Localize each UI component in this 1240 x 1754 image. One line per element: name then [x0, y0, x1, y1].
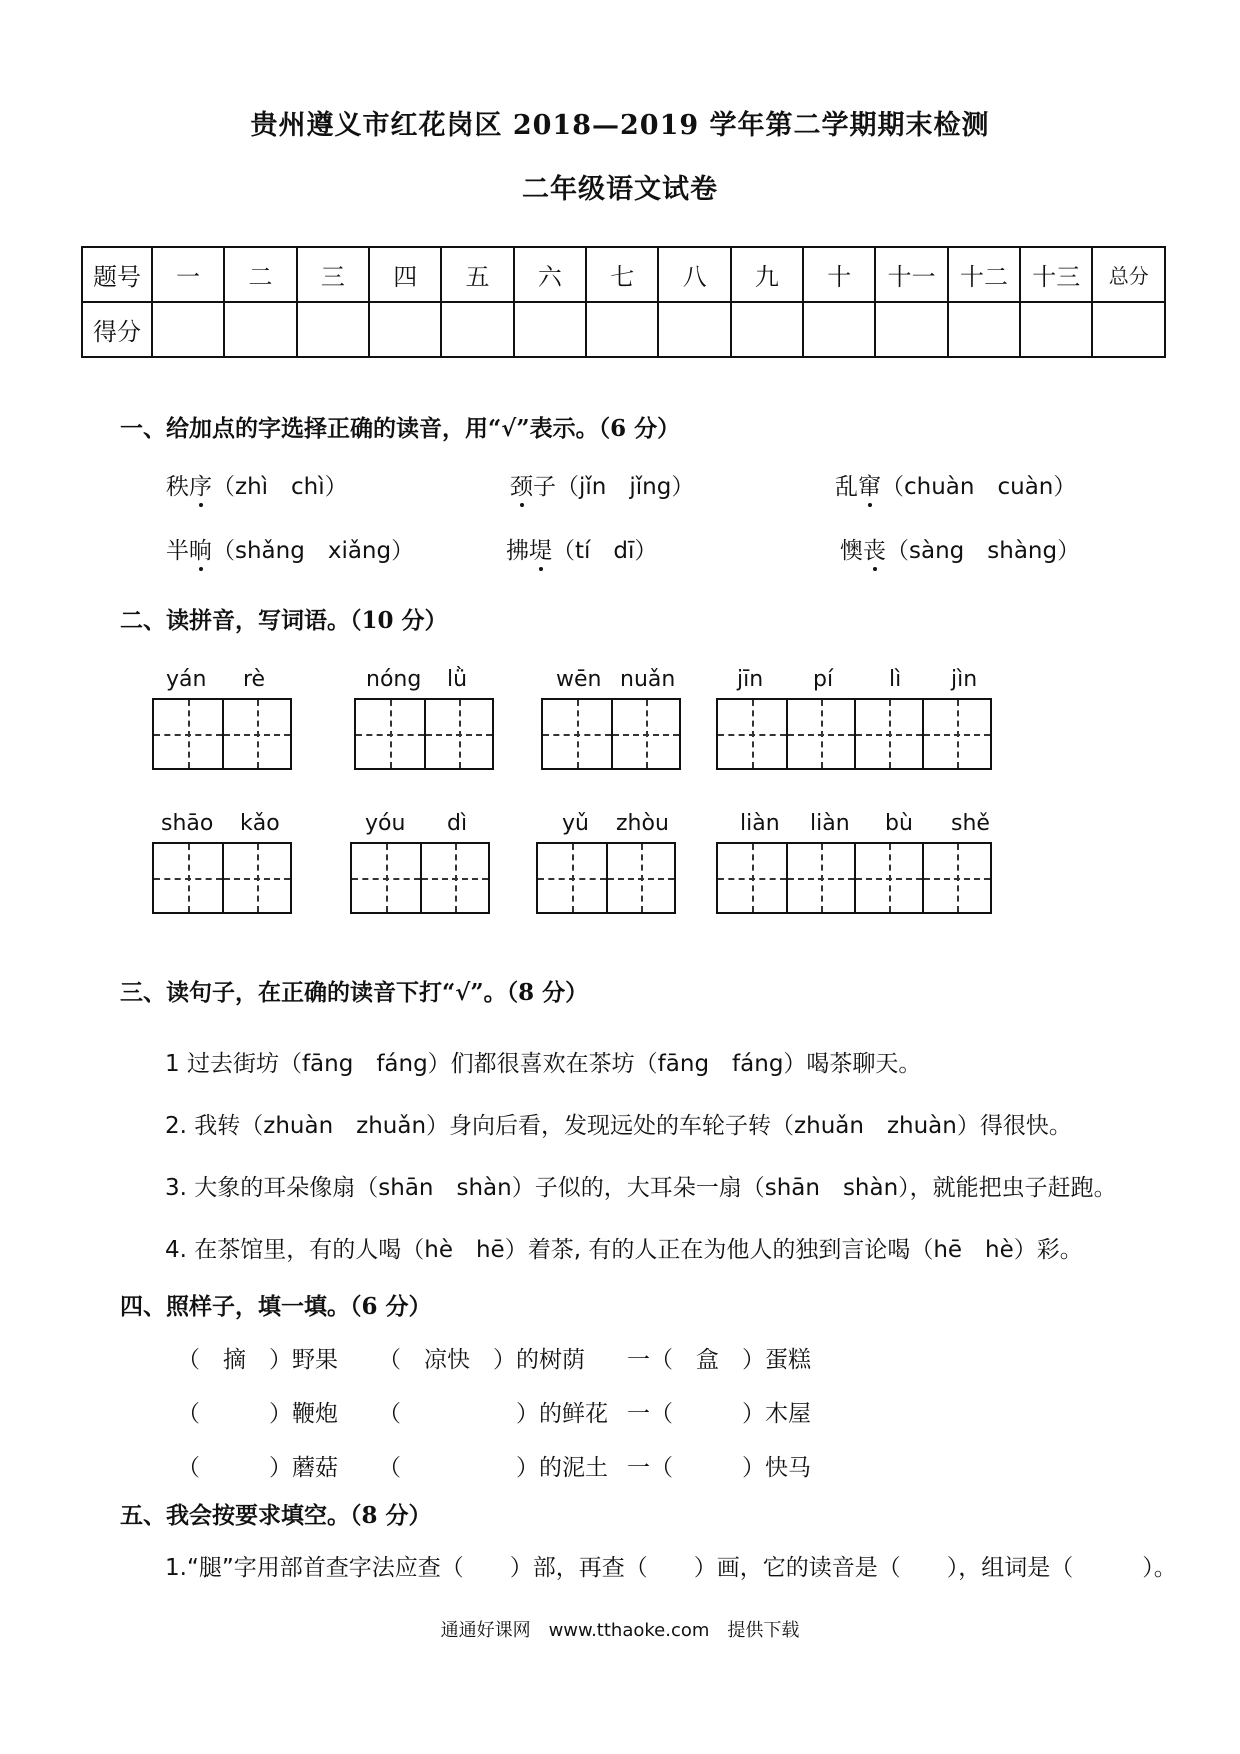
fill-item[interactable]: （ ）蘑菇 — [177, 1455, 338, 1481]
item-options: （sàng shàng） — [886, 538, 1081, 564]
score-cell[interactable] — [1020, 302, 1092, 357]
writing-grid[interactable] — [152, 842, 292, 914]
score-header-cell: 二 — [224, 247, 296, 302]
score-cell[interactable] — [803, 302, 875, 357]
writing-grid[interactable] — [716, 698, 992, 770]
writing-cell[interactable] — [356, 700, 424, 768]
exam-subtitle: 二年级语文试卷 — [522, 174, 718, 205]
pinyin-label: jīn — [737, 667, 764, 692]
section2-heading: 二、读拼音，写词语。（10 分） — [120, 607, 448, 634]
writing-cell[interactable] — [222, 700, 290, 768]
score-header-cell: 十一 — [875, 247, 947, 302]
pinyin-label: bù — [885, 811, 913, 836]
writing-cell[interactable] — [922, 844, 990, 912]
writing-cell[interactable] — [543, 700, 611, 768]
writing-grid[interactable] — [541, 698, 681, 770]
pronunciation-item[interactable] — [835, 468, 1076, 501]
fill-item[interactable]: （ ）的泥土 — [378, 1455, 608, 1481]
dotted-char: 窜 — [858, 474, 881, 500]
score-header-cell: 五 — [441, 247, 513, 302]
writing-cell[interactable] — [154, 700, 222, 768]
item-options: 子（jǐn jǐng） — [533, 474, 695, 500]
score-cell[interactable] — [948, 302, 1020, 357]
pronunciation-item[interactable] — [506, 532, 657, 565]
score-header-cell: 三 — [297, 247, 369, 302]
writing-cell[interactable] — [538, 844, 606, 912]
score-cell[interactable] — [224, 302, 296, 357]
writing-cell[interactable] — [222, 844, 290, 912]
pronunciation-item[interactable] — [166, 468, 348, 501]
pinyin-label: yóu — [365, 811, 406, 836]
section1-heading: 一、给加点的字选择正确的读音，用“√”表示。（6 分） — [120, 415, 681, 442]
item-options: （shǎng xiǎng） — [212, 538, 415, 564]
writing-cell[interactable] — [420, 844, 488, 912]
fill-item[interactable]: 一（ ）快马 — [627, 1455, 811, 1481]
fill-line[interactable]: 1.“腿”字用部首查字法应查（ ）部，再查（ ）画，它的读音是（ ），组词是（ ）。 — [165, 1555, 1177, 1581]
pinyin-label: lì — [889, 667, 902, 692]
writing-cell[interactable] — [786, 700, 854, 768]
dotted-char: 序 — [189, 474, 212, 500]
writing-cell[interactable] — [606, 844, 674, 912]
item-text: 懊 — [840, 538, 863, 564]
pinyin-label: nuǎn — [620, 667, 676, 692]
writing-cell[interactable] — [718, 700, 786, 768]
pinyin-label: lǜ — [447, 667, 468, 692]
pinyin-label: shě — [951, 811, 990, 836]
exam-title: 贵州遵义市红花岗区 2018—2019 学年第二学期期末检测 — [250, 110, 990, 141]
writing-grid[interactable] — [350, 842, 490, 914]
item-options: （chuàn cuàn） — [881, 474, 1077, 500]
item-text: 秩 — [166, 474, 189, 500]
fill-item[interactable]: （ 摘 ）野果 — [177, 1347, 338, 1373]
score-cell[interactable] — [514, 302, 586, 357]
pinyin-label: rè — [243, 667, 266, 692]
score-row-label: 得分 — [82, 302, 152, 357]
score-header-cell: 一 — [152, 247, 224, 302]
pinyin-label: pí — [813, 667, 834, 692]
section3-heading: 三、读句子，在正确的读音下打“√”。（8 分） — [120, 979, 589, 1006]
sentence-line[interactable]: 4. 在茶馆里，有的人喝（hè hē）着茶, 有的人正在为他人的独到言论喝（hē hè）彩。 — [165, 1237, 1083, 1263]
score-header-cell: 七 — [586, 247, 658, 302]
score-cell[interactable] — [875, 302, 947, 357]
pinyin-label: zhòu — [616, 811, 669, 836]
pinyin-label: yǔ — [562, 811, 589, 836]
pinyin-label: wēn — [556, 667, 602, 692]
pinyin-label: kǎo — [240, 811, 280, 836]
section4-heading: 四、照样子，填一填。（6 分） — [120, 1293, 432, 1320]
dotted-char: 堤 — [529, 538, 552, 564]
score-header-cell: 四 — [369, 247, 441, 302]
score-cell[interactable] — [297, 302, 369, 357]
score-header-cell: 总分 — [1092, 247, 1165, 302]
fill-item[interactable]: （ 凉快 ）的树荫 — [378, 1347, 585, 1373]
score-cell[interactable] — [658, 302, 730, 357]
score-cell[interactable] — [586, 302, 658, 357]
item-text: 半 — [166, 538, 189, 564]
score-cell[interactable] — [731, 302, 803, 357]
writing-cell[interactable] — [424, 700, 492, 768]
pinyin-label: liàn — [740, 811, 780, 836]
score-header-cell: 九 — [731, 247, 803, 302]
score-cell[interactable] — [441, 302, 513, 357]
writing-cell[interactable] — [854, 844, 922, 912]
page-footer: 通通好课网 www.tthaoke.com 提供下载 — [440, 1620, 800, 1641]
item-text: 拂 — [506, 538, 529, 564]
pinyin-label: dì — [447, 811, 468, 836]
writing-cell[interactable] — [611, 700, 679, 768]
writing-cell[interactable] — [352, 844, 420, 912]
pinyin-label: shāo — [161, 811, 214, 836]
score-header-cell: 十三 — [1020, 247, 1092, 302]
score-header-cell: 八 — [658, 247, 730, 302]
sentence-line[interactable]: 3. 大象的耳朵像扇（shān shàn）子似的，大耳朵一扇（shān shàn），就能把虫子赶跑。 — [165, 1175, 1117, 1201]
score-table — [81, 246, 1166, 358]
pronunciation-item[interactable] — [166, 532, 414, 565]
pinyin-label: nóng — [366, 667, 422, 692]
writing-cell[interactable] — [786, 844, 854, 912]
fill-item[interactable]: 一（ 盒 ）蛋糕 — [627, 1347, 811, 1373]
sentence-line[interactable]: 1 过去街坊（fāng fáng）们都很喜欢在茶坊（fāng fáng）喝茶聊天。 — [165, 1051, 922, 1077]
dotted-char: 颈 — [510, 474, 533, 500]
writing-grid[interactable] — [354, 698, 494, 770]
dotted-char: 丧 — [863, 538, 886, 564]
pinyin-label: jìn — [951, 667, 978, 692]
score-header-cell: 十 — [803, 247, 875, 302]
score-cell[interactable] — [152, 302, 224, 357]
score-cell[interactable] — [1092, 302, 1165, 357]
score-header-cell: 六 — [514, 247, 586, 302]
section5-heading: 五、我会按要求填空。（8 分） — [120, 1502, 432, 1529]
fill-item[interactable]: 一（ ）木屋 — [627, 1401, 811, 1427]
writing-grid[interactable] — [716, 842, 992, 914]
writing-grid[interactable] — [536, 842, 676, 914]
score-header-cell: 题号 — [82, 247, 152, 302]
pinyin-label: liàn — [810, 811, 850, 836]
writing-cell[interactable] — [854, 700, 922, 768]
item-options: （zhì chì） — [212, 474, 348, 500]
item-text: 乱 — [835, 474, 858, 500]
score-cell[interactable] — [369, 302, 441, 357]
writing-cell[interactable] — [718, 844, 786, 912]
pronunciation-item[interactable] — [510, 468, 694, 501]
score-header-cell: 十二 — [948, 247, 1020, 302]
writing-grid[interactable] — [152, 698, 292, 770]
score-table-score-row — [82, 302, 1165, 357]
sentence-line[interactable]: 2. 我转（zhuàn zhuǎn）身向后看，发现远处的车轮子转（zhuǎn zhuàn）得很快。 — [165, 1113, 1072, 1139]
pinyin-label: yán — [166, 667, 207, 692]
fill-item[interactable]: （ ）的鲜花 — [378, 1401, 608, 1427]
fill-item[interactable]: （ ）鞭炮 — [177, 1401, 338, 1427]
score-table-header-row — [82, 247, 1165, 302]
item-options: （tí dī） — [552, 538, 658, 564]
dotted-char: 晌 — [189, 538, 212, 564]
writing-cell[interactable] — [154, 844, 222, 912]
pronunciation-item[interactable] — [840, 532, 1080, 565]
writing-cell[interactable] — [922, 700, 990, 768]
